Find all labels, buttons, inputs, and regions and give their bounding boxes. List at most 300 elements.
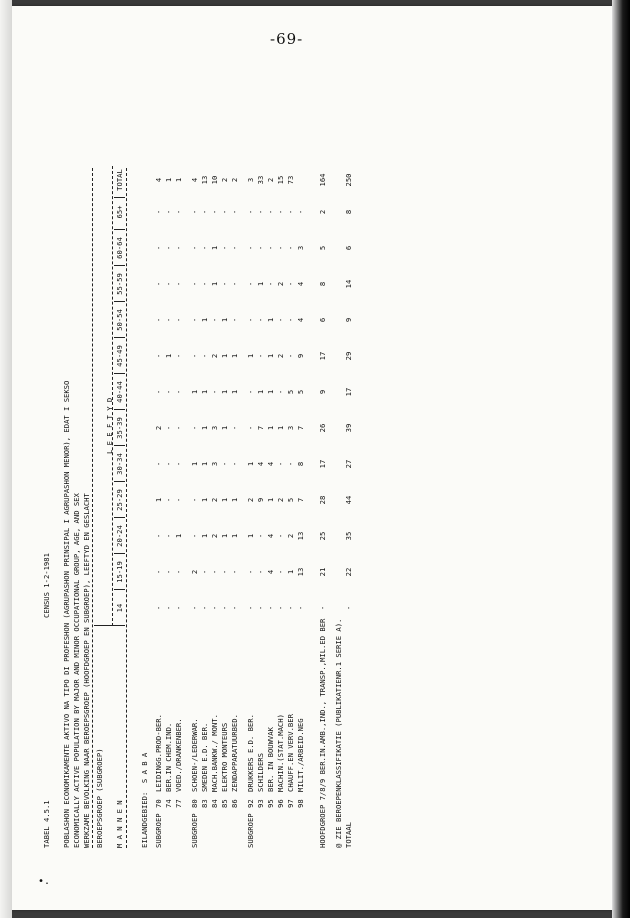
table-cell: - [164,245,173,251]
age-column-header: 60-64 [115,237,124,259]
table-cell: - [200,245,209,251]
table-cell: - [154,605,163,611]
table-cell: - [174,425,183,431]
main-group-row [318,148,328,848]
table-cell: - [174,281,183,287]
table-cell: 1 [286,569,295,575]
occupation-code: 96 [276,799,285,808]
table-row [174,148,184,848]
table-cell: - [318,605,327,611]
table-cell: - [154,389,163,395]
occupation-name: BER.IN CHEM.IND. [164,722,173,792]
table-cell: 1 [154,497,163,503]
table-cell: 17 [318,459,327,469]
page-number: -69- [270,30,304,48]
subgroup-label: SUBGROEP [246,813,255,848]
column-divider [114,301,125,302]
table-cell: 26 [318,423,327,433]
table-cell: 1 [230,497,239,503]
table-cell: 1 [266,317,275,323]
table-cell: - [230,425,239,431]
table-id: TABEL 4.5.1 [42,800,51,848]
table-cell: 1 [230,389,239,395]
table-cell: 1 [256,281,265,287]
occupation-code: 97 [286,799,295,808]
table-cell: 27 [344,459,353,469]
occupation-name: MILIT./ARBEID.NEG [296,718,305,792]
occupation-name: MACHIN.(STAT.MACH) [276,714,285,792]
page-edge-shadow [0,0,12,918]
table-cell: 1 [210,281,219,287]
table-cell: - [154,209,163,215]
table-cell: - [286,209,295,215]
subgroup-label: SUBGROEP [154,813,163,848]
table-cell: 9 [318,389,327,395]
table-cell: 2 [276,281,285,287]
total-label: TOTAAL [344,822,353,848]
table-cell: - [256,317,265,323]
table-cell: 2 [318,209,327,215]
column-divider [114,517,125,518]
table-cell: 1 [266,497,275,503]
table-cell: - [164,209,173,215]
table-cell: 1 [256,389,265,395]
table-cell: 17 [344,387,353,397]
column-divider [114,265,125,266]
table-cell: - [296,605,305,611]
table-cell: - [210,209,219,215]
table-cell: - [230,281,239,287]
table-cell: - [210,389,219,395]
table-cell: 25 [318,531,327,541]
occupation-name: CHAUFF.EN VERV.BER [286,714,295,792]
column-divider [114,409,125,410]
table-cell: 2 [276,353,285,359]
table-cell: 2 [210,353,219,359]
table-cell: - [200,209,209,215]
table-cell: - [286,245,295,251]
age-column-header: 55-59 [115,273,124,295]
title-papiamentu: POBLASHON ECONOMIKAMENTE AKTIVO NA TIPO DI PROFESHON (AGRUPASHON PRINSIPAL I AGRUPASHON MENOR), EDAT I SEKSO [62,380,71,848]
table-row [276,148,286,848]
table-cell: - [256,245,265,251]
table-cell: - [286,461,295,467]
census-label: CENSUS 1-2-1981 [42,553,51,618]
occupation-name: ZENDAPPARATUURBED. [230,714,239,792]
table-cell: 29 [344,351,353,361]
occupation-name: SCHILDERS [256,753,265,792]
table-cell: - [286,317,295,323]
table-cell: 33 [256,175,265,185]
table-cell: - [174,605,183,611]
column-divider [114,589,125,590]
column-divider [114,337,125,338]
table-cell: - [230,209,239,215]
table-cell: - [164,569,173,575]
table-cell: 3 [296,245,305,251]
table-cell: 7 [296,497,305,503]
table-cell: - [246,209,255,215]
occupation-code: 93 [256,799,265,808]
table-cell: 6 [318,317,327,323]
column-divider [114,481,125,482]
table-cell: - [154,533,163,539]
table-cell: 4 [154,177,163,183]
table-cell: 4 [266,461,275,467]
table-cell: 3 [210,461,219,467]
table-cell: - [266,209,275,215]
table-cell: - [276,569,285,575]
table-cell: 1 [200,533,209,539]
table-cell: - [190,353,199,359]
occupation-code: 98 [296,799,305,808]
table-cell: 1 [200,389,209,395]
table-row [200,148,210,848]
table-cell: - [246,281,255,287]
table-row [154,148,164,848]
table-cell: 2 [154,425,163,431]
table-cell: 1 [230,353,239,359]
table-cell: 15 [276,175,285,185]
table-cell: 1 [190,461,199,467]
table-cell: - [154,245,163,251]
table-cell: 2 [220,177,229,183]
table-cell: - [286,353,295,359]
table-cell: 1 [220,389,229,395]
table-cell: 1 [200,317,209,323]
table-cell: 1 [266,353,275,359]
table-row [164,148,174,848]
table-cell: 1 [174,177,183,183]
occupation-code: 74 [164,799,173,808]
age-column-header: 40-44 [115,381,124,403]
table-cell: - [276,317,285,323]
table-cell: 2 [190,569,199,575]
table-cell: - [174,389,183,395]
occupation-name: LEIDINGG.PROD-BER. [154,714,163,792]
table-cell: 39 [344,423,353,433]
table-cell: - [230,245,239,251]
table-cell: 8 [344,209,353,215]
age-rule [112,166,113,626]
table-cell: - [154,317,163,323]
footnote: @ ZIE BEROEPENKLASSIFIKATIE (PUBLIKATIENR.1 SERIE A). [334,618,343,848]
table-cell: 1 [164,353,173,359]
table-cell: 3 [246,177,255,183]
table-cell: 9 [344,317,353,323]
table-cell: 5 [286,497,295,503]
table-cell: 1 [266,425,275,431]
table-cell: 13 [296,531,305,541]
book-spine [612,0,630,918]
table-cell: 4 [266,569,275,575]
table-cell: - [154,281,163,287]
table-cell: 1 [220,533,229,539]
occupation-name: SMEDEN E.D. BER. [200,722,209,792]
table-cell: - [164,425,173,431]
table-cell: 1 [220,353,229,359]
table-cell: - [246,605,255,611]
table-cell: - [276,245,285,251]
table-cell: - [220,569,229,575]
sex-label: M A N N E N [115,800,124,848]
table-cell: - [230,605,239,611]
table-cell: 9 [256,497,265,503]
occupation-code: 80 [190,799,199,808]
table-cell: - [190,281,199,287]
col-group-label: BEROEPSGROEP (SUBGROEP) [95,748,104,848]
header-rule-top [92,168,93,848]
occupation-name: BER. IN BOUWVAK [266,727,275,792]
age-column-header: 35-39 [115,417,124,439]
table-cell: 2 [210,497,219,503]
table-cell: 1 [220,425,229,431]
table-cell: - [154,353,163,359]
table-cell: 1 [246,533,255,539]
table-cell: 13 [296,567,305,577]
table-cell: - [200,605,209,611]
table-cell: - [276,461,285,467]
table-cell: - [154,461,163,467]
table-cell: - [220,245,229,251]
table-cell: - [164,497,173,503]
rotated-statistics-table [42,88,352,848]
table-cell: - [220,281,229,287]
column-divider [114,197,125,198]
table-cell: - [246,389,255,395]
table-cell: 1 [190,389,199,395]
table-cell: 9 [296,353,305,359]
table-cell: - [256,605,265,611]
main-group-label: HOOFDGROEP 7/8/9 BER.IN.AMB.,IND., TRANSP.,MIL.ED BER [318,618,327,848]
table-cell: 5 [318,245,327,251]
column-divider [114,229,125,230]
table-cell: 4 [256,461,265,467]
table-cell: - [200,281,209,287]
table-cell: - [200,569,209,575]
table-cell: - [286,281,295,287]
table-cell: - [174,461,183,467]
table-cell: 1 [200,461,209,467]
age-column-header: 45-49 [115,345,124,367]
subgroup-label: SUBGROEP [190,813,199,848]
table-cell: 8 [318,281,327,287]
table-cell: 14 [344,279,353,289]
table-cell: 44 [344,495,353,505]
table-cell: - [190,533,199,539]
table-cell: - [266,605,275,611]
island-label: EILANDGEBIED: S A B A [140,752,149,848]
table-cell: 1 [174,533,183,539]
table-cell: - [344,605,353,611]
table-cell: - [164,389,173,395]
title-english: ECONOMICALLY ACTIVE POPULATION BY MAJOR AND MINOR OCCUPATIONAL GROUP, AGE, AND SEX [72,493,81,848]
table-cell: 17 [318,351,327,361]
table-cell: 1 [220,497,229,503]
table-cell: - [210,317,219,323]
table-cell: 10 [210,175,219,185]
table-cell: - [164,281,173,287]
table-cell: 6 [344,245,353,251]
table-cell: - [164,605,173,611]
table-cell: - [164,533,173,539]
title-dutch: WERKZAME BEVOLKING NAAR BEROEPSGROEP (HOOFDGROEP EN SUBGROEP), LEEFTYD EN GESLACHT [82,493,91,848]
occupation-name: ELEKTRO MONTEURS [220,722,229,792]
table-cell: 250 [344,173,353,187]
column-divider [114,373,125,374]
table-cell: - [164,317,173,323]
table-cell: 1 [266,389,275,395]
table-cell: - [230,461,239,467]
table-cell: 8 [296,461,305,467]
table-cell: - [190,605,199,611]
table-cell: 5 [286,389,295,395]
occupation-code: 77 [174,799,183,808]
table-cell: - [230,569,239,575]
table-cell: - [256,209,265,215]
table-row [286,148,296,848]
table-cell: - [266,281,275,287]
table-cell: 2 [286,533,295,539]
table-cell: - [200,353,209,359]
table-cell: - [210,569,219,575]
table-cell: - [190,209,199,215]
age-column-header: 50-54 [115,309,124,331]
table-cell: 5 [296,389,305,395]
table-cell: 1 [200,425,209,431]
table-cell: - [190,245,199,251]
occupation-code: 83 [200,799,209,808]
table-cell: 22 [344,567,353,577]
table-cell: - [154,569,163,575]
table-cell: - [174,353,183,359]
table-cell: - [164,461,173,467]
table-cell: - [174,497,183,503]
table-cell: 1 [276,425,285,431]
table-cell: - [296,209,305,215]
occupation-name: VOED./DRANKENBER. [174,718,183,792]
occupation-code: 86 [230,799,239,808]
age-label: L E E F T Y D [105,397,114,454]
table-cell: - [246,317,255,323]
column-divider [114,625,125,626]
table-cell: 4 [266,533,275,539]
table-cell: - [220,209,229,215]
table-cell: 1 [220,317,229,323]
table-cell: 7 [296,425,305,431]
age-column-header: 65+ [115,205,124,219]
table-cell: 164 [318,173,327,187]
table-row [190,148,200,848]
table-cell: - [174,209,183,215]
table-cell: 3 [286,425,295,431]
table-cell: - [190,425,199,431]
occupation-code: 85 [220,799,229,808]
table-cell: - [220,461,229,467]
table-row [210,148,220,848]
table-cell: - [286,605,295,611]
header-rule-bottom [126,168,127,848]
column-divider [114,553,125,554]
table-cell: - [190,497,199,503]
table-cell: 1 [210,245,219,251]
table-cell: - [246,425,255,431]
table-cell: - [276,533,285,539]
table-cell: - [246,245,255,251]
table-cell: - [230,317,239,323]
table-row [220,148,230,848]
table-cell: 2 [276,497,285,503]
table-cell: - [276,389,285,395]
table-cell: - [256,533,265,539]
table-cell: 3 [210,425,219,431]
table-cell: 2 [246,497,255,503]
table-cell: - [174,569,183,575]
table-cell: - [256,569,265,575]
table-cell: - [220,605,229,611]
table-cell: - [276,605,285,611]
occupation-name: SCHOEN-/LEDERWAR. [190,718,199,792]
table-row [266,148,276,848]
table-cell: - [276,209,285,215]
table-cell: 73 [286,175,295,185]
table-cell: - [256,353,265,359]
table-cell: - [190,317,199,323]
table-cell: 13 [200,175,209,185]
table-cell: 4 [190,177,199,183]
table-row [296,148,306,848]
table-cell: - [174,317,183,323]
table-cell: - [210,605,219,611]
column-divider [114,445,125,446]
occupation-name: MACH.BANKW./ MONT. [210,714,219,792]
occupation-code: 95 [266,799,275,808]
table-cell: 2 [266,177,275,183]
table-cell: 7 [256,425,265,431]
occupation-code: 92 [246,799,255,808]
table-cell: 1 [164,177,173,183]
table-cell: 4 [296,281,305,287]
table-cell: 2 [210,533,219,539]
table-cell: 1 [200,497,209,503]
total-row [344,148,354,848]
table-cell: 35 [344,531,353,541]
table-cell: 21 [318,567,327,577]
age-column-header: 30-34 [115,453,124,475]
table-cell: 1 [246,461,255,467]
table-row [246,148,256,848]
table-cell: 1 [230,533,239,539]
table-row [230,148,240,848]
table-cell: 4 [296,317,305,323]
table-cell: - [174,245,183,251]
occupation-code: 70 [154,799,163,808]
age-column-header: TOTAL [115,169,124,191]
age-column-header: 20-24 [115,525,124,547]
table-cell: 28 [318,495,327,505]
table-row [256,148,266,848]
occupation-code: 84 [210,799,219,808]
table-cell: - [246,569,255,575]
age-column-header: 14 [115,603,124,613]
age-column-header: 25-29 [115,489,124,511]
table-cell: 2 [230,177,239,183]
table-cell: 1 [246,353,255,359]
occupation-name: DRUKKERS E.D. BER. [246,714,255,792]
margin-mark: •. [38,876,51,887]
age-column-header: 15-19 [115,561,124,583]
table-cell: - [266,245,275,251]
